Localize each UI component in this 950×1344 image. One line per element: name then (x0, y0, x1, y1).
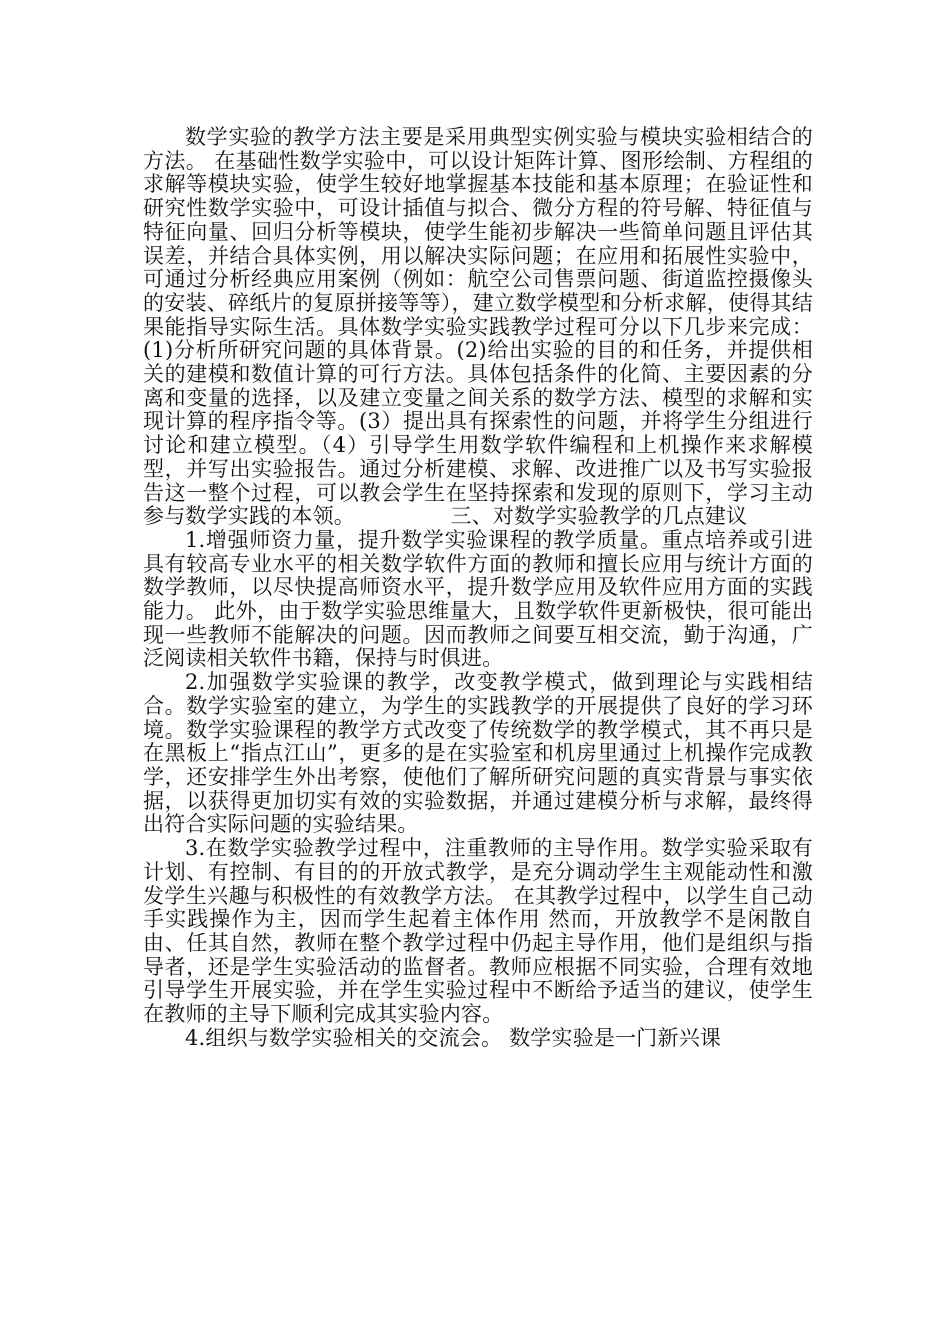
paragraph-experiment-methods: 数学实验的教学方法主要是采用典型实例实验与模块实验相结合的方法。 在基础性数学实验中，可以设计矩阵计算、图形绘制、方程组的求解等模块实验，使学生较好地掌握基本技能和基本原理；在验证性和研究性数学实验中，可设计插值与拟合、微分方程的符号解、特征值与特征向量、回归分析等模块，使学生能初步解决一些简单问题且评估其误差，并结合具体实例，用以解决实际问题；在应用和拓展性实验中，可通过分析经典应用案例（例如：航空公司售票问题、街道监控摄像头的安装、碎纸片的复原拼接等等），建立数学模型和分析求解，使得其结果能指导实际生活。具体数学实验实践教学过程可分以下几步来完成：(1)分析所研究问题的具体背景。(2)给出实验的目的和任务，并提供相关的建模和数值计算的可行方法。具体包括条件的化简、主要因素的分离和变量的选择，以及建立变量之间关系的数学方法、模型的求解和实现计算的程序指令等。(3）提出具有探索性的问题，并将学生分组进行讨论和建立模型。（4）引导学生用数学软件编程和上机操作来求解模型，并写出实验报告。通过分析建模、求解、改进推广以及书写实验报告这一整个过程，可以教会学生在坚持探索和发现的原则下，学习主动参与数学实践的本领。 三、对数学实验教学的几点建议 (143, 125, 813, 529)
paragraph-suggestion-2: 2.加强数学实验课的教学，改变教学模式，做到理论与实践相结合。数学实验室的建立，为学生的实践教学的开展提供了良好的学习环境。数学实验课程的教学方式改变了传统数学的教学模式，其不再只是在黑板上“指点江山”，更多的是在实验室和机房里通过上机操作完成教学，还安排学生外出考察，使他们了解所研究问题的真实背景与事实依据，以获得更加切实有效的实验数据，并通过建模分析与求解，最终得出符合实际问题的实验结果。 (143, 670, 813, 837)
paragraph-suggestion-4: 4.组织与数学实验相关的交流会。 数学实验是一门新兴课 (185, 1025, 722, 1050)
paragraph-suggestion-3: 3.在数学实验教学过程中，注重教师的主导作用。数学实验采取有计划、有控制、有目的的开放式教学，是充分调动学生主观能动性和激发学生兴趣与积极性的有效教学方法。 在其教学过程中，以学生自己动手实践操作为主，因而学生起着主体作用 然而，开放教学不是闲散自由、任其自然，教师在整个教学过程中仍起主导作用，他们是组织与指导者，还是学生实验活动的监督者。教师应根据不同实验，合理有效地引导学生开展实验，并在学生实验过程中不断给予适当的建议，使学生在教师的主导下顺利完成其实验内容。 (143, 836, 813, 1027)
body-text (143, 126, 813, 1050)
paragraph-suggestion-1: 1.增强师资力量，提升数学实验课程的教学质量。重点培养或引进具有较高专业水平的相关数学软件方面的教师和擅长应用与统计方面的数学教师，以尽快提高师资水平，提升数学应用及软件应用方面的实践能力。 此外，由于数学实验思维量大，且数学软件更新极快，很可能出现一些教师不能解决的问题。因而教师之间要互相交流，勤于沟通，广泛阅读相关软件书籍，保持与时俱进。 (143, 527, 813, 671)
